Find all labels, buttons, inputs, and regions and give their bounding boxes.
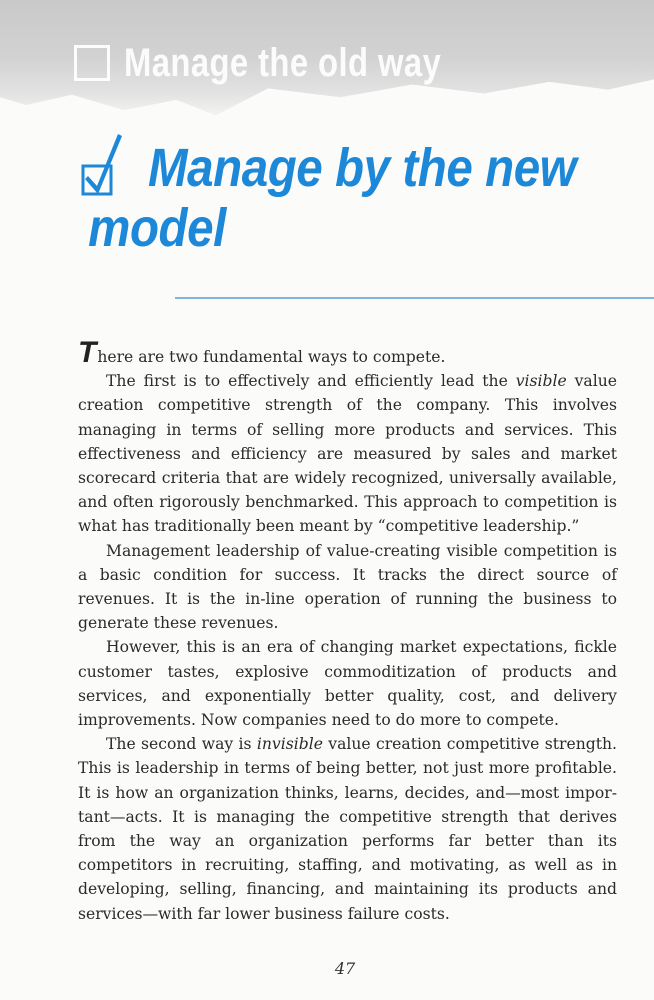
checked-checkbox-icon [80,128,142,200]
paragraph-4: However, this is an era of changing market expectations, fickle customer tastes, explosive commoditization of products and services, and exponentially better quality, cost, and delivery improvements. Now companies need to do more to compete. [78,638,617,730]
heading-divider [175,297,654,299]
paragraph-2: The first is to effectively and efficiently lead the visible value creation competitive strength of the company. This involves managing in terms of selling more products and services. This effectiveness and efficiency are measured by sales and market scorecard criteria that are widely recognized, universally available, and often rigorously benchmarked. This approach to competition is what has traditionally been meant by “competitive leadership.” [78,372,617,536]
new-model-title-line2: model [88,198,226,258]
body-text [78,336,617,926]
new-model-title-line1: Manage by the new [148,138,577,198]
empty-checkbox-icon [74,45,110,81]
new-model-heading [80,128,620,258]
page-number: 47 [334,959,356,978]
dropcap: T [78,336,97,369]
old-way-heading [74,40,511,86]
paragraph-3: Management leadership of value-creating visible competition is a basic condition for success. It tracks the direct source of revenues. It is the in-line operation of running the business to generate these revenues. [78,541,617,633]
paragraph-1: There are two fundamental ways to compete. [78,336,446,369]
new-model-title [88,128,577,258]
paragraph-5: The second way is invisible value creation competitive strength. This is leadership in terms of being better, not just more profitable. It is how an organization thinks, learns, decides, and—most important—acts. It is managing the competitive strength that derives from the way an organization performs far better than its competitors in recruiting, staffing, and motivating, as well as in developing, selling, financing, and maintaining its products and services—with far lower business failure costs. [78,735,617,923]
old-way-title: Manage the old way [124,40,442,85]
